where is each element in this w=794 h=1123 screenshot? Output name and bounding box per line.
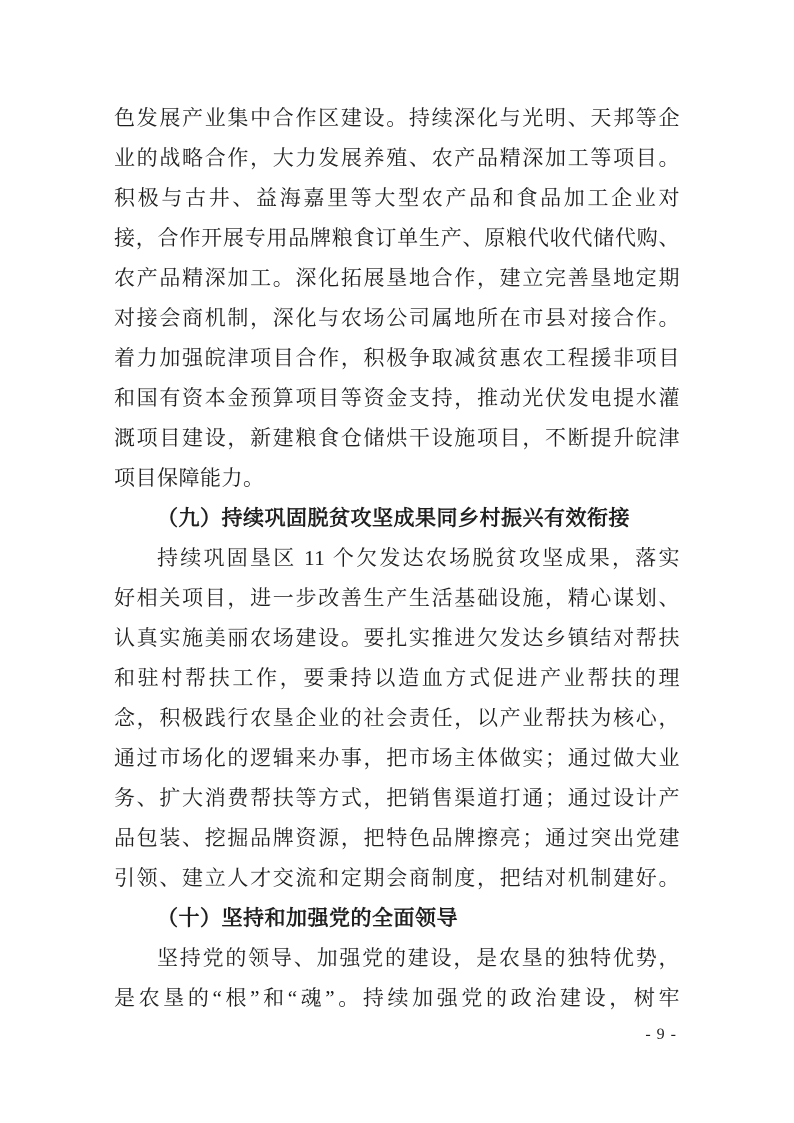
section-heading-10: （十）坚持和加强党的全面领导 bbox=[157, 906, 458, 930]
text-line: 务、扩大消费帮扶等方式，把销售渠道打通；通过设计产 bbox=[114, 786, 680, 810]
text-line: 和驻村帮扶工作，要秉持以造血方式促进产业帮扶的理 bbox=[114, 666, 680, 690]
text-line: 农产品精深加工。深化拓展垦地合作，建立完善垦地定期 bbox=[114, 266, 680, 290]
text-line: 接，合作开展专用品牌粮食订单生产、原粮代收代储代购、 bbox=[114, 226, 680, 250]
text-line: 着力加强皖津项目合作，积极争取减贫惠农工程援非项目 bbox=[114, 346, 680, 370]
text-line: 项目保障能力。 bbox=[114, 466, 265, 490]
text-line: 和国有资本金预算项目等资金支持，推动光伏发电提水灌 bbox=[114, 386, 680, 410]
text-line: 念，积极践行农垦企业的社会责任，以产业帮扶为核心， bbox=[114, 706, 680, 730]
text-line: 引领、建立人才交流和定期会商制度，把结对机制建好。 bbox=[114, 866, 680, 890]
text-line: 对接会商机制，深化与农场公司属地所在市县对接合作。 bbox=[114, 306, 680, 330]
text-line: 是农垦的“根”和“魂”。持续加强党的政治建设，树牢 bbox=[114, 986, 680, 1010]
text-line: 坚持党的领导、加强党的建设，是农垦的独特优势， bbox=[157, 946, 680, 970]
text-line: 业的战略合作，大力发展养殖、农产品精深加工等项目。 bbox=[114, 146, 680, 170]
text-line: 好相关项目，进一步改善生产生活基础设施，精心谋划、 bbox=[114, 586, 680, 610]
text-line: 通过市场化的逻辑来办事，把市场主体做实；通过做大业 bbox=[114, 746, 680, 770]
text-line: 认真实施美丽农场建设。要扎实推进欠发达乡镇结对帮扶 bbox=[114, 626, 680, 650]
page-number: - 9 - bbox=[645, 1026, 677, 1043]
text-line: 色发展产业集中合作区建设。持续深化与光明、天邦等企 bbox=[114, 106, 680, 130]
text-line: 品包装、挖掘品牌资源，把特色品牌擦亮；通过突出党建 bbox=[114, 826, 680, 850]
section-heading-9: （九）持续巩固脱贫攻坚成果同乡村振兴有效衔接 bbox=[157, 506, 630, 530]
text-line: 持续巩固垦区 11 个欠发达农场脱贫攻坚成果，落实 bbox=[157, 546, 680, 570]
text-line: 积极与古井、益海嘉里等大型农产品和食品加工企业对 bbox=[114, 186, 680, 210]
document-body bbox=[114, 98, 680, 1018]
text-line: 溉项目建设，新建粮食仓储烘干设施项目，不断提升皖津 bbox=[114, 426, 680, 450]
